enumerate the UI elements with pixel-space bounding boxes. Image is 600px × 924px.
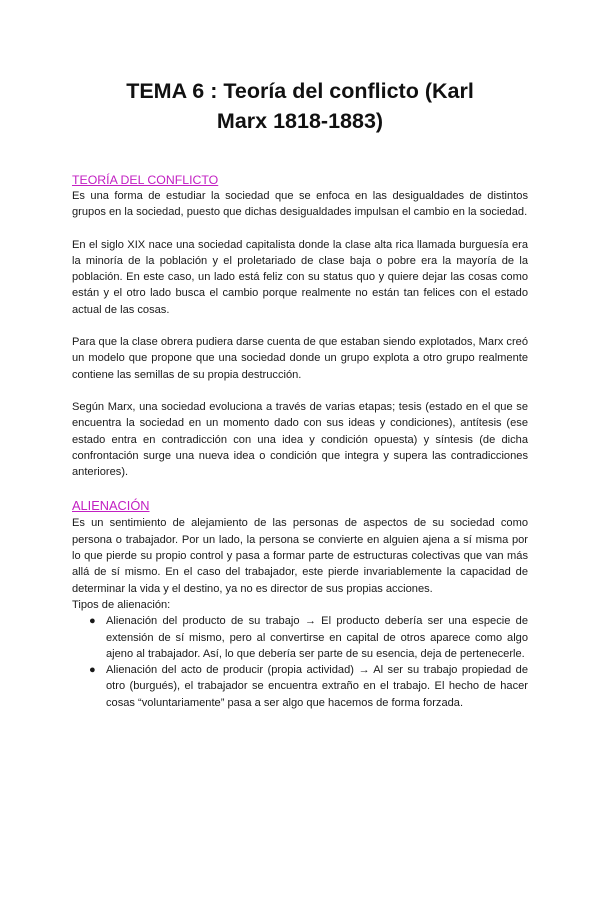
list-intro: Tipos de alienación:: [72, 598, 171, 611]
list-item: [89, 662, 528, 711]
list-item-text: Alienación del producto de su trabajo → El producto debería ser una especie de extensión de sí mismo, pero al convertirse en capital de otros aparece como algo ajeno al trabajador. Así, lo que debería ser parte de su esencia, deja de pertenecerle.: [106, 615, 528, 660]
document-page: [0, 76, 600, 924]
paragraph: En el siglo XIX nace una sociedad capitalista donde la clase alta rica llamada burguesía era la minoría de la población y el proletariado de clase baja o pobre era la mayoría de la población. En este caso, un lado está feliz con su status quo y quiere dejar las cosas como están y el otro lado busca el cambio porque realmente no están tan felices con el estado actual de las cosas.: [72, 238, 528, 316]
list-item-text: Alienación del acto de producir (propia actividad) → Al ser su trabajo propiedad de otro (burgués), el trabajador se encuentra extraño en el trabajo. El hecho de hacer cosas “voluntariamente” pasa a ser algo que hacemos de forma forzada.: [106, 664, 528, 709]
page-title-line-1: TEMA 6 : Teoría del conflicto (Karl: [126, 79, 474, 103]
page-title-line-2: Marx 1818-1883): [216, 109, 384, 133]
list-item: [89, 613, 528, 662]
paragraph: Es un sentimiento de alejamiento de las personas de aspectos de su sociedad como persona o trabajador. Por un lado, la persona se convierte en alguien ajena a sí misma por lo que pierde su propio control y pasa a formar parte de estructuras colectivas que van más allá de sí mismo. En el caso del trabajador, este pierde invariablemente la capacidad de determinar la vida y el destino, ya no es director de sus propias acciones.: [72, 517, 528, 595]
paragraph: Es una forma de estudiar la sociedad que se enfoca en las desigualdades de distintos grupos en la sociedad, puesto que dichas desigualdades impulsan el cambio en la sociedad.: [72, 190, 528, 219]
section-heading-alienacion: ALIENACIÓN: [72, 498, 150, 514]
section-heading-teoria-del-conflicto: TEORÍA DEL CONFLICTO: [72, 173, 219, 187]
paragraph: Según Marx, una sociedad evoluciona a través de varias etapas; tesis (estado en el que se encuentra la sociedad en un momento dado con sus ideas y condiciones), antítesis (ese estado entra en contradicción con una idea y condición opuesta) y síntesis (de dicha confrontación surge una nueva idea o condición que integra y supera las contradicciones anteriores).: [72, 400, 528, 479]
bullet-icon: ●: [89, 615, 96, 628]
bullet-icon: ●: [89, 664, 96, 677]
alienation-types-list: [72, 613, 528, 711]
paragraph: Para que la clase obrera pudiera darse cuenta de que estaban siendo explotados, Marx creó un modelo que propone que una sociedad donde un grupo explota a otro grupo realmente contiene las semillas de su propia destrucción.: [72, 336, 528, 381]
page-title: [72, 76, 528, 136]
